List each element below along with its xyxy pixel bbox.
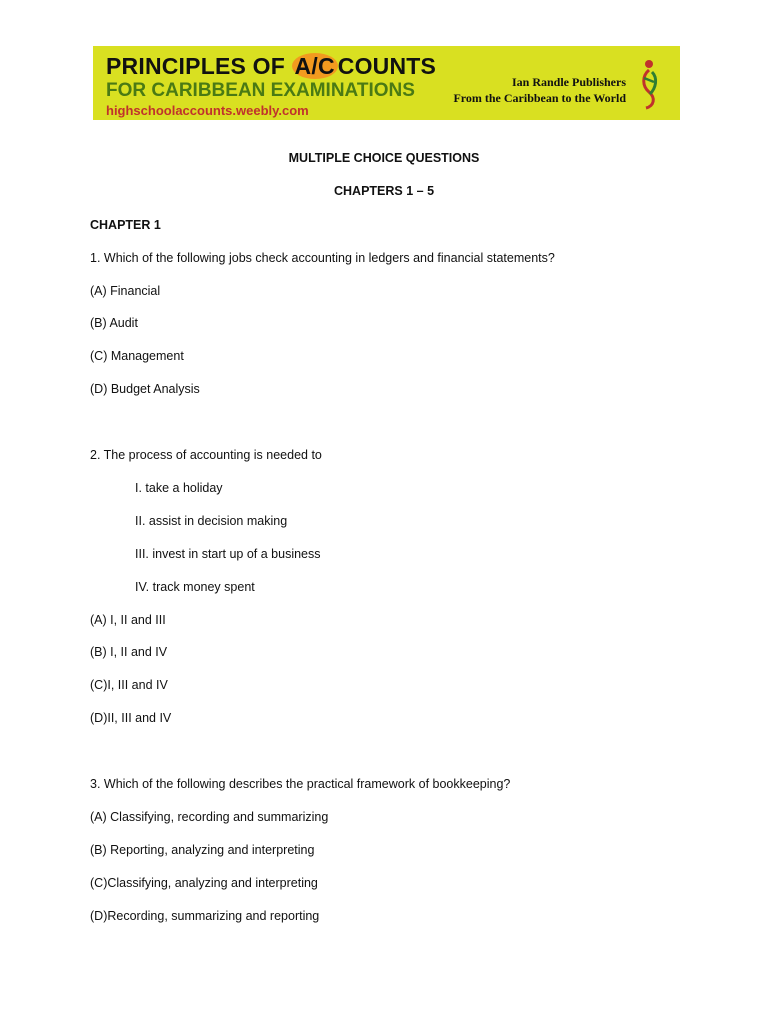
- banner-subtitle: FOR CARIBBEAN EXAMINATIONS: [106, 80, 415, 101]
- q2-statement-4: IV. track money spent: [135, 580, 255, 594]
- banner-title-part: COUNTS: [337, 53, 437, 79]
- q3-option-d: (D)Recording, summarizing and reporting: [90, 909, 320, 923]
- q2-option-b: (B) I, II and IV: [90, 645, 168, 659]
- question-3: 3. Which of the following describes the practical framework of bookkeeping?: [90, 777, 511, 791]
- banner-title-highlight: A/C: [292, 53, 338, 79]
- chapter-label: CHAPTER 1: [90, 218, 161, 232]
- q1-option-c: (C) Management: [90, 349, 184, 363]
- q1-option-d: (D) Budget Analysis: [90, 382, 200, 396]
- question-2: 2. The process of accounting is needed to: [90, 448, 322, 462]
- question-1: 1. Which of the following jobs check accounting in ledgers and financial statements?: [90, 251, 555, 265]
- header-banner: [93, 46, 680, 120]
- publisher-block: [453, 74, 626, 106]
- publisher-tagline: From the Caribbean to the World: [453, 91, 626, 105]
- q2-statement-2: II. assist in decision making: [135, 514, 288, 528]
- page-title: MULTIPLE CHOICE QUESTIONS: [288, 151, 480, 165]
- publisher-name: Ian Randle Publishers: [511, 75, 626, 89]
- banner-title-part: PRINCIPLES OF: [106, 53, 292, 79]
- q1-option-b: (B) Audit: [90, 316, 138, 330]
- q2-option-d: (D)II, III and IV: [90, 711, 172, 725]
- q2-statement-3: III. invest in start up of a business: [135, 547, 321, 561]
- publisher-logo-icon: [634, 58, 664, 110]
- q3-option-c: (C)Classifying, analyzing and interpreting: [90, 876, 318, 890]
- banner-website: highschoolaccounts.weebly.com: [106, 103, 309, 118]
- chapters-subtitle: CHAPTERS 1 – 5: [333, 184, 435, 198]
- q2-option-c: (C)I, III and IV: [90, 678, 168, 692]
- q1-option-a: (A) Financial: [90, 284, 161, 298]
- q3-option-a: (A) Classifying, recording and summarizing: [90, 810, 329, 824]
- q2-option-a: (A) I, II and III: [90, 613, 166, 627]
- q3-option-b: (B) Reporting, analyzing and interpreting: [90, 843, 315, 857]
- q2-statement-1: I. take a holiday: [135, 481, 223, 495]
- banner-title: [106, 53, 436, 80]
